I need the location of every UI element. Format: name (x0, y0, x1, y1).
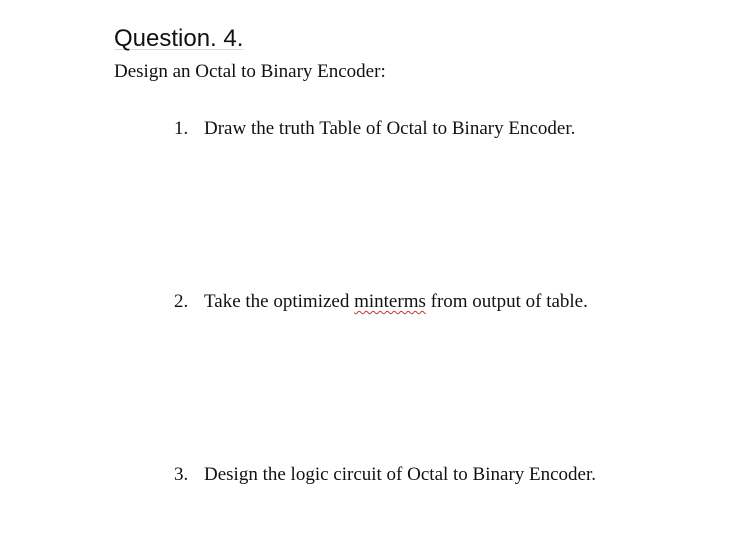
question-title-text: Question. 4. (114, 25, 244, 52)
question-title (114, 24, 243, 54)
list-item-number: 1. (174, 118, 189, 139)
list-item-text-before: Take the optimized (204, 291, 355, 312)
list-item-2 (174, 290, 588, 314)
question-prompt: Design an Octal to Binary Encoder: (114, 61, 386, 82)
list-item-text: Design the logic circuit of Octal to Binary Encoder. (204, 464, 597, 485)
spellcheck-flagged-word[interactable]: minterms (354, 291, 426, 312)
list-item-number: 2. (174, 291, 189, 312)
list-item-3 (174, 463, 596, 487)
list-item-text-after: from output of table. (425, 291, 588, 312)
list-item-1 (174, 117, 575, 141)
list-item-text: Draw the truth Table of Octal to Binary Encoder. (204, 118, 576, 139)
list-item-number: 3. (174, 464, 189, 485)
